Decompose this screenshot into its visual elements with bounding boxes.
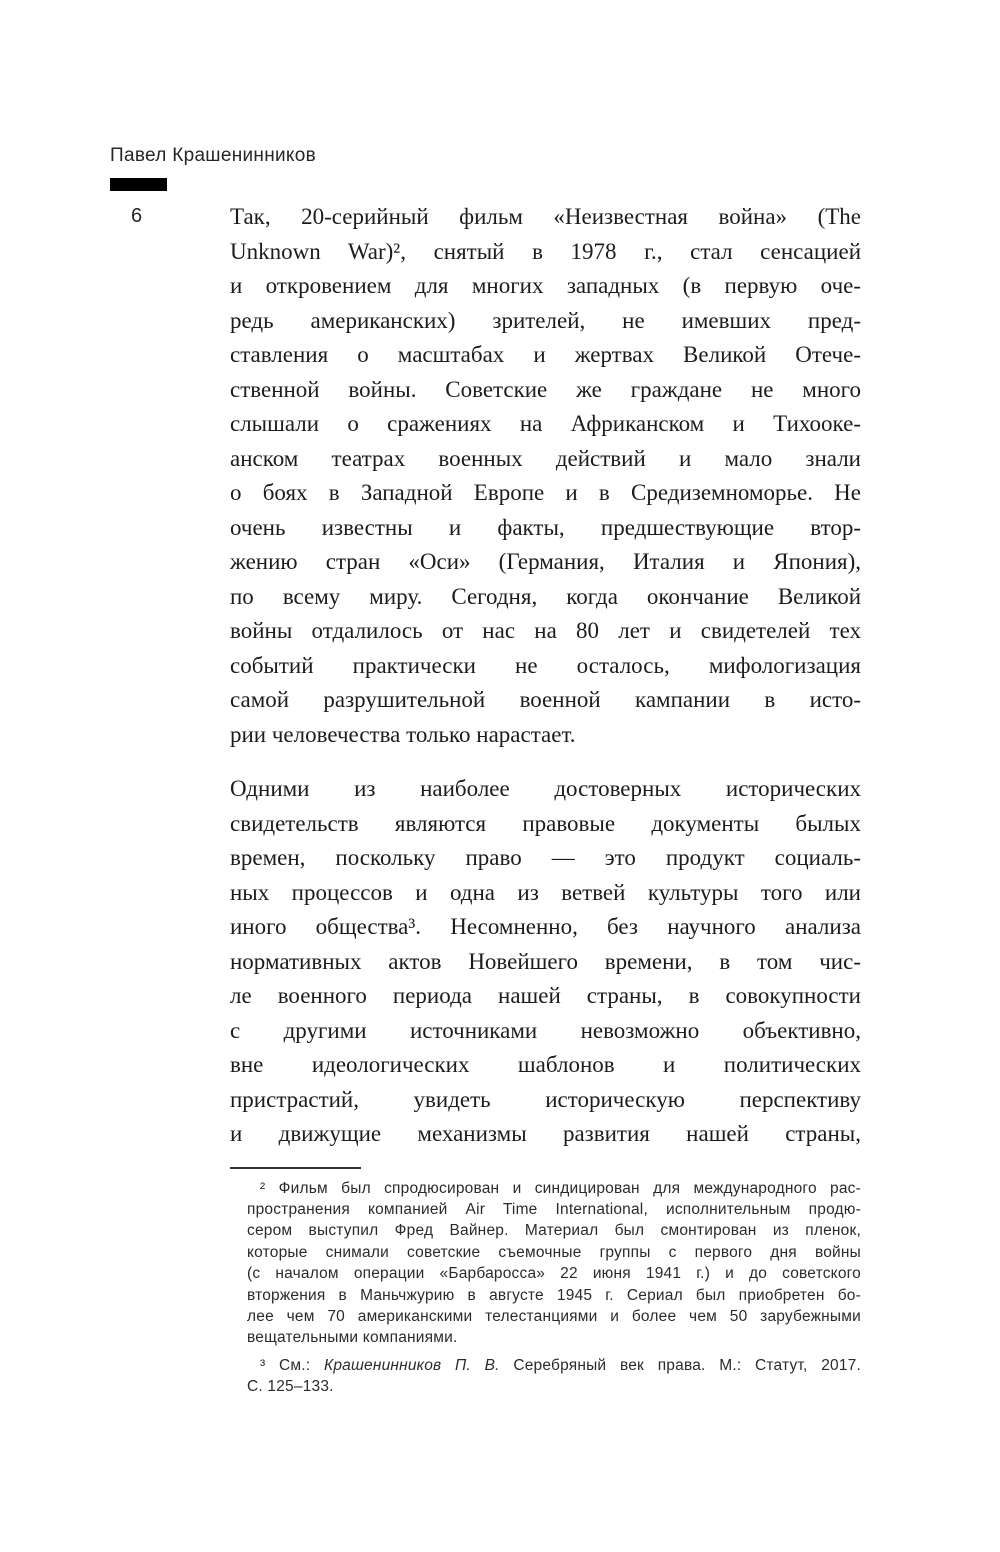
text-line: (с началом операции «Барбаросса» 22 июня 1941 г.) и до советского bbox=[247, 1265, 861, 1283]
text-line: слышали о сражениях на Африканском и Тихооке- bbox=[230, 411, 861, 436]
text-line: событий практически не осталось, мифологизация bbox=[230, 652, 861, 678]
text-line: которые снимали советские съемочные группы с первого дня войны bbox=[247, 1243, 861, 1261]
text-line: лее чем 70 американскими телестанциями и более чем 50 зарубежными bbox=[247, 1307, 861, 1325]
text-line: войны отдалилось от нас на 80 лет и свидетелей тех bbox=[230, 618, 861, 643]
text-line: вещательными компаниями. bbox=[247, 1329, 458, 1347]
text-line: нормативных актов Новейшего времени, в том чис- bbox=[230, 948, 861, 974]
text-line: вне идеологических шаблонов и политических bbox=[230, 1052, 861, 1077]
text-line: Unknown War)², снятый в 1978 г., стал сенсацией bbox=[230, 238, 861, 264]
footnote-author-italic: Крашенинников П. В. bbox=[323, 1356, 500, 1374]
text-line: о боях в Западной Европе и в Средиземноморье. Не bbox=[230, 480, 861, 505]
footnotes-block bbox=[230, 1178, 861, 1398]
text-line: анском театрах военных действий и мало знали bbox=[230, 445, 861, 471]
text-line: ле военного периода нашей страны, в совокупности bbox=[230, 983, 861, 1008]
footnote-separator bbox=[230, 1167, 361, 1169]
footnote-marker-text: ³ См.: bbox=[260, 1356, 324, 1374]
text-line: самой разрушительной военной кампании в исто- bbox=[230, 687, 861, 712]
text-line: рии человечества только нарастает. bbox=[230, 721, 576, 747]
text-line: свидетельств являются правовые документы былых bbox=[230, 810, 861, 836]
text-line: по всему миру. Сегодня, когда окончание Великой bbox=[230, 583, 861, 609]
text-line: редь американских) зрителей, не имевших пред- bbox=[230, 307, 861, 333]
paragraph-1 bbox=[230, 200, 861, 752]
header-bar bbox=[110, 178, 167, 191]
text-line: и движущие механизмы развития нашей страны, bbox=[230, 1121, 861, 1146]
text-line: ственной войны. Советские же граждане не много bbox=[230, 376, 861, 402]
text-line: жению стран «Оси» (Германия, Италия и Япония), bbox=[230, 549, 861, 574]
text-column bbox=[230, 200, 861, 1404]
text-line: Одними из наиболее достоверных исторических bbox=[230, 776, 861, 801]
text-line: и откровением для многих западных (в первую оче- bbox=[230, 273, 861, 298]
footnote-reference-text: Серебряный век права. М.: Статут, 2017. bbox=[499, 1356, 861, 1374]
author-header: Павел Крашенинников bbox=[110, 145, 317, 166]
text-line: иного общества³. Несомненно, без научного анализа bbox=[230, 914, 861, 939]
footnote-3 bbox=[247, 1355, 861, 1398]
text-line bbox=[247, 1355, 861, 1376]
text-line: ² Фильм был спродюсирован и синдицирован для международного рас- bbox=[260, 1179, 861, 1197]
text-line: пристрастий, увидеть историческую перспективу bbox=[230, 1086, 861, 1112]
text-line: с другими источниками невозможно объективно, bbox=[230, 1017, 861, 1043]
footnote-pages-text: С. 125–133. bbox=[247, 1378, 334, 1396]
text-line: вторжения в Маньчжурию в августе 1945 г. Сериал был приобретен бо- bbox=[247, 1286, 861, 1304]
text-line: очень известны и факты, предшествующие втор- bbox=[230, 514, 861, 540]
text-line: времен, поскольку право — это продукт социаль- bbox=[230, 845, 861, 870]
text-line: Так, 20-серийный фильм «Неизвестная война» (The bbox=[230, 204, 861, 229]
page-number: 6 bbox=[131, 205, 143, 227]
text-line: ных процессов и одна из ветвей культуры того или bbox=[230, 879, 861, 905]
text-line: сером выступил Фред Вайнер. Материал был смонтирован из пленок, bbox=[247, 1222, 861, 1240]
footnote-2 bbox=[247, 1178, 861, 1349]
text-line: пространения компанией Air Time International, исполнительным продю- bbox=[247, 1200, 861, 1218]
text-line bbox=[247, 1376, 861, 1397]
text-line: ставления о масштабах и жертвах Великой Отече- bbox=[230, 342, 861, 367]
paragraph-2 bbox=[230, 772, 861, 1152]
